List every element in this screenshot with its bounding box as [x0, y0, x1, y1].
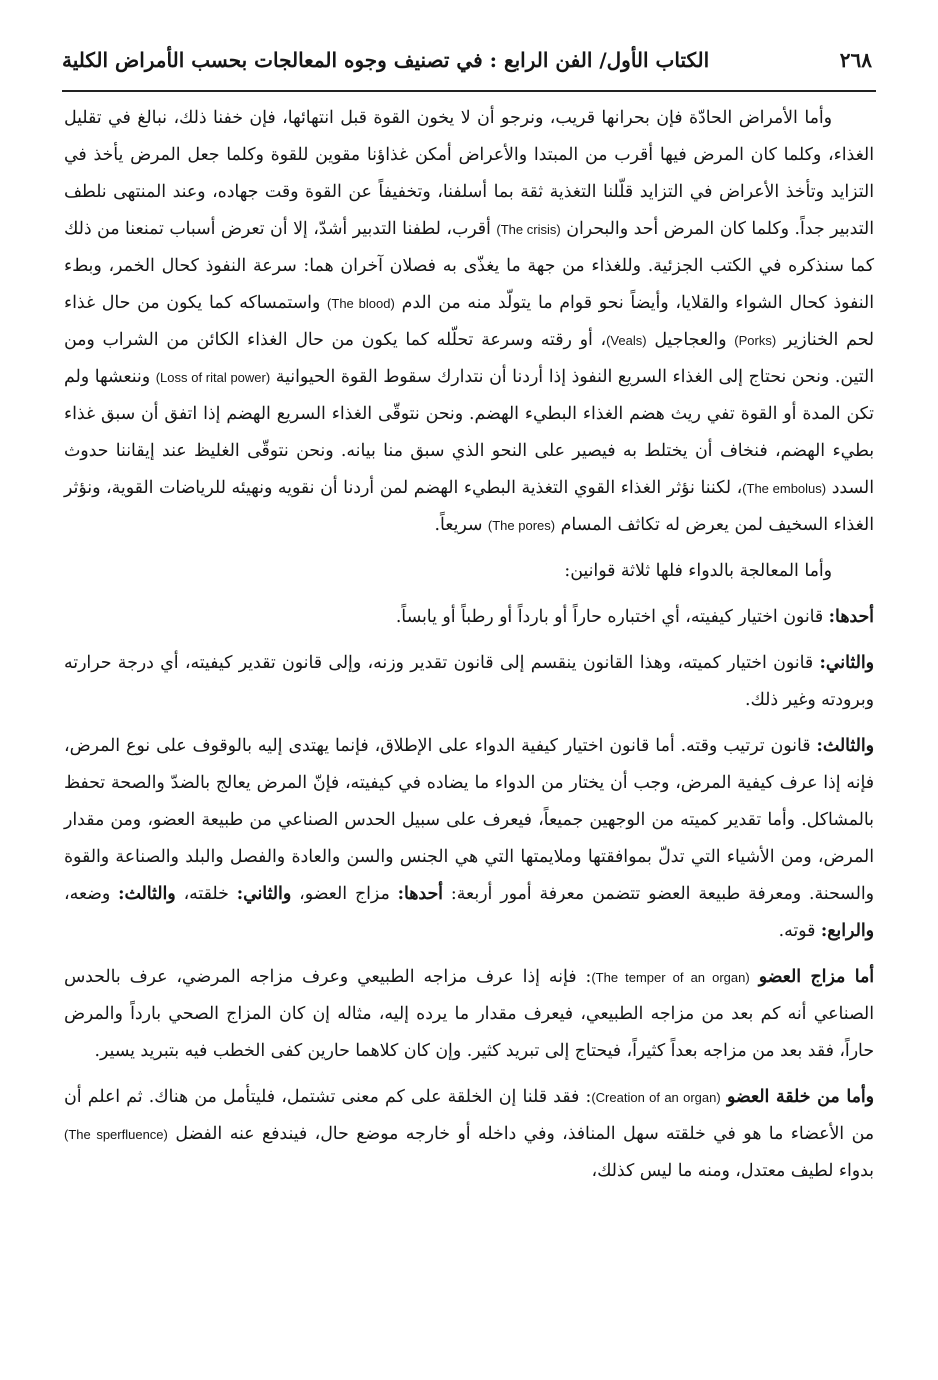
text-run: قانون اختيار كيفيته، أي اختباره حاراً أو بارداً أو رطباً أو يابساً. — [395, 607, 829, 627]
bold-label: والثاني: — [819, 653, 874, 673]
text-run: أقرب، لطفنا التدبير أشدّ، إلا أن تعرض أسباب تمنعنا من ذلك كما سنذكره في الكتب الجزئية. وللغذاء من جهة ما يغذّى به فصلان آخران هما: سرعة النفوذ كحال الخمر، وبطء النفوذ كحال الشواء والقلايا، وأيضاً نحو قوام ما يتولّد منه من الدم — [64, 219, 874, 313]
english-term: (The sperfluence) — [64, 1127, 168, 1142]
text-run: ، أو رقته وسرعة تحلّله كما يكون من حال الغذاء الكائن من الشراب ومن التين. ونحن نحتاج إلى الغذاء السريع النفوذ إذا أردنا أن نتدارك سقوط القوة الحيوانية — [64, 330, 874, 387]
text-run: بدواء لطيف معتدل، ومنه ما ليس كذلك، — [591, 1161, 874, 1181]
paragraph — [64, 645, 874, 719]
paragraph — [64, 728, 874, 950]
bold-label: والثالث: — [816, 736, 874, 756]
paragraph — [64, 100, 874, 544]
english-term: (The pores) — [487, 518, 556, 533]
paragraph — [64, 553, 874, 590]
bold-label: والرابع: — [820, 921, 874, 941]
text-run: وأما الأمراض الحادّة فإن بحرانها قريب، ونرجو أن لا يخون القوة قبل انتهائها، فإن خفنا ذلك، نبالغ في تقليل الغذاء، وكلما كان المرض فيها أقرب من المبتدا والأعراض أمكن غذاؤنا مقوين للقوة وكلما جعل المرض يأخذ في التزايد وتأخذ الأعراض في التزايد قلّلنا التغذية ثقة بما أسلفنا، وتخفيفاً عن القوة وقت جهاده، وعند المنتهى نلطف التدبير جداً. وكلما كان المرض أحد والبحران — [64, 108, 875, 239]
page-body — [64, 100, 874, 1190]
english-term: (The temper of an organ) — [591, 970, 750, 985]
text-run: وأما المعالجة بالدواء فلها ثلاثة قوانين: — [564, 561, 832, 581]
english-term: (Creation of an organ) — [591, 1090, 721, 1105]
bold-label: وأما من خلقة العضو — [726, 1087, 874, 1107]
text-run: مزاج العضو، — [291, 884, 398, 904]
running-title: الكتاب الأول/ الفن الرابع : في تصنيف وجوه المعالجات بحسب الأمراض الكلية — [62, 48, 710, 72]
english-term: (The crisis) — [496, 222, 561, 237]
text-run: : فقد قلنا إن الخلقة على كم معنى تشتمل، فليتأمل من هناك. ثم اعلم أن من الأعضاء ما هو في خلقته سهل المنافذ، وفي داخله أو خارجه موضع حال، فيندفع عنه الفضل — [64, 1087, 874, 1144]
paragraph — [64, 959, 874, 1070]
english-term: (Loss of rital power) — [155, 370, 271, 385]
text-run: ، لكننا نؤثر الغذاء القوي التغذية البطيء الهضم لمن أردنا أن نقويه ونهيئه للرياضات القوية، ونؤثر الغذاء السخيف لمن يعرض له تكاثف المسام — [64, 478, 874, 535]
text-run: والعجاجيل — [646, 330, 735, 350]
text-run: وننعشها ولم تكن المدة أو القوة تفي ريث هضم الغذاء البطيء الهضم. ونحن نتوقّى الغذاء السريع الهضم إذا اتفق أن سبق غذاء بطيء الهضم، فنخاف أن يختلط به فيصير على النحو الذي سبق منا بيانه. ونحن نتوقّى الغليظ عند إيقاننا حدوث السدد — [64, 367, 874, 498]
text-run: وضعه، — [64, 884, 119, 904]
english-term: (The blood) — [327, 296, 395, 311]
bold-label: والثاني: — [236, 884, 292, 904]
english-term: (Porks) — [734, 333, 777, 348]
text-run: واستمساكه كما يكون من حال غذاء لحم الخنازير — [64, 293, 874, 350]
text-run: سريعاً. — [434, 515, 488, 535]
english-term: (The embolus) — [742, 481, 827, 496]
paragraph — [64, 1079, 874, 1190]
text-run: خلقته، — [175, 884, 237, 904]
text-run: : فإنه إذا عرف مزاجه الطبيعي وعرف مزاجه المرضي، عرف بالحدس الصناعي أنه كم بعد من مزاجه الطبيعي، فيعرف مقدار ما يرده إليه، مثاله إن كان المزاج الصحي بارداً والمرض حاراً، فقد بعد من مزاجه بعداً كثيراً، فيحتاج إلى تبريد كثير. وإن كان كلاهما حارين كفى الخطب فيه بتبريد يسير. — [64, 967, 874, 1061]
text-run: قانون ترتيب وقته. أما قانون اختيار كيفية الدواء على الإطلاق، فإنما يهتدى إليه بالوقوف على نوع المرض، فإنه إذا عرف كيفية المرض، وجب أن يختار من الدواء ما يضاده في كيفيته، فإنّ المرض يعالج بالضدّ والصحة تحفظ بالمشاكل. وأما تقدير كميته من الوجهين جميعاً، فيعرف على سبيل الحدس الصناعي من طبيعة العضو، ومن مقدار المرض، ومن الأشياء التي تدلّ بموافقتها وملايمتها التي هي الجنس والسن والعادة والفصل والبلد والصناعة والقوة والسحنة. ومعرفة طبيعة العضو تتضمن معرفة أمور أربعة: — [64, 736, 874, 904]
header-rule — [62, 90, 876, 92]
text-run: قانون اختيار كميته، وهذا القانون ينقسم إلى قانون تقدير وزنه، وإلى قانون تقدير كيفيته، أي درجة حرارته وبرودته وغير ذلك. — [64, 653, 874, 710]
paragraph — [64, 599, 874, 636]
text-run — [750, 967, 759, 987]
bold-label: أما مزاج العضو — [758, 967, 875, 987]
bold-label: والثالث: — [118, 884, 176, 904]
page-header — [62, 38, 872, 82]
bold-label: أحدها: — [828, 607, 874, 627]
bold-label: أحدها: — [397, 884, 443, 904]
english-term: (Veals) — [606, 333, 647, 348]
page-number: ٢٦٨ — [839, 48, 872, 72]
text-run: قوته. — [778, 921, 821, 941]
